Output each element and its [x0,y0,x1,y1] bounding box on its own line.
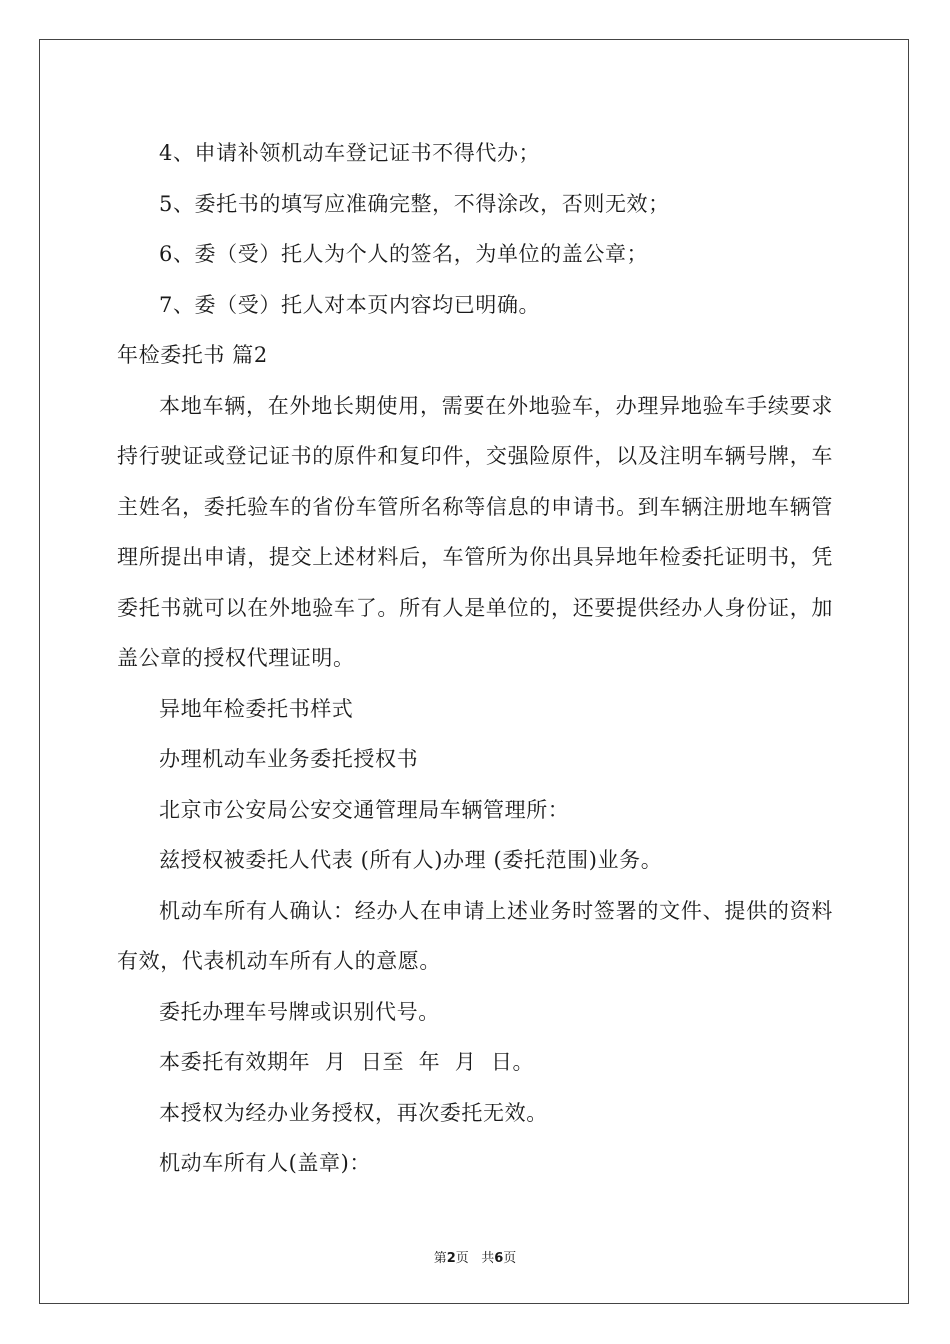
total-prefix: 共 [481,1251,495,1266]
authorization-line: 兹授权被委托人代表 (所有人)办理 (委托范围)业务。 [159,848,663,872]
page-number: 2 [446,1251,456,1266]
page-footer [0,1247,950,1266]
list-item-7: 7、委（受）托人对本页内容均已明确。 [159,292,541,317]
owner-seal-line: 机动车所有人(盖章)： [159,1151,371,1175]
total-pages: 6 [494,1251,504,1266]
validity-line: 本委托有效期年 月 日至 年 月 日。 [159,1050,535,1074]
plate-line: 委托办理车号牌或识别代号。 [159,999,440,1024]
list-item-4: 4、申请补领机动车登记证书不得代办； [159,141,541,165]
addressee: 北京市公安局公安交通管理局车辆管理所： [159,797,570,822]
section-heading: 年检委托书 篇2 [117,343,268,367]
intro-paragraph: 本地车辆，在外地长期使用，需要在外地验车，办理异地验车手续要求持行驶证或登记证书的原件和复印件，交强险原件，以及注明车辆号牌，车主姓名，委托验车的省份车管所名称等信息的申请书。到车辆注册地车辆管理所提出申请，提交上述材料后，车管所为你出具异地年检委托证明书，凭委托书就可以在外地验车了。所有人是单位的，还要提供经办人身份证，加盖公章的授权代理证明。 [117,393,833,670]
sample-title: 办理机动车业务委托授权书 [159,747,419,771]
page-suffix: 页 [455,1251,469,1266]
list-item-5: 5、委托书的填写应准确完整，不得涂改，否则无效； [159,191,670,216]
owner-confirmation: 机动车所有人确认：经办人在申请上述业务时签署的文件、提供的资料有效，代表机动车所有人的意愿。 [117,898,833,973]
list-item-6: 6、委（受）托人为个人的签名，为单位的盖公章； [159,242,649,266]
sample-label: 异地年检委托书样式 [159,696,354,721]
scope-note: 本授权为经办业务授权，再次委托无效。 [159,1100,548,1125]
page-prefix: 第 [433,1251,447,1266]
total-suffix: 页 [503,1251,517,1266]
document-body [117,128,833,1189]
